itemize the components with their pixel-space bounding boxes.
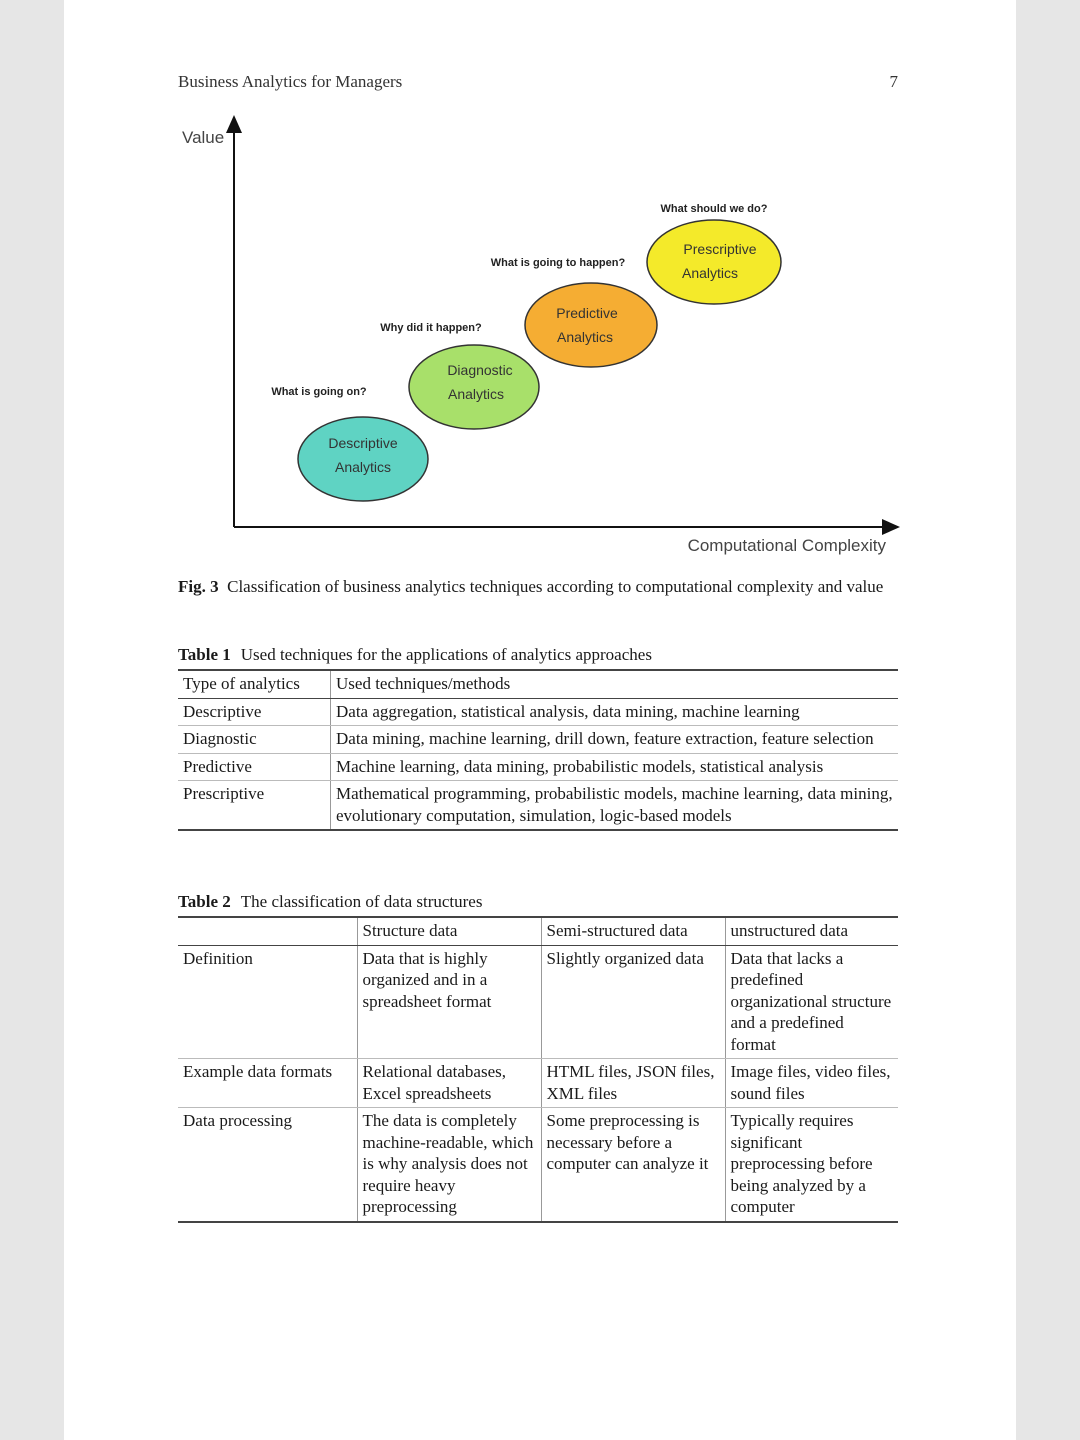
table1-cell: Mathematical programming, probabilistic models, machine learning, data mining, evolutionary computation, simulation, logic-based models [331,781,899,831]
table1-label: Table 1 [178,645,231,664]
table2-cell: Definition [178,945,357,1059]
table1-cell: Diagnostic [178,726,331,754]
table1 [178,669,898,831]
table-row [178,726,898,754]
table1-cell: Prescriptive [178,781,331,831]
table2-cell: Slightly organized data [541,945,725,1059]
table1-header-cell: Type of analytics [178,670,331,698]
table2-label: Table 2 [178,892,231,911]
x-axis-label: Computational Complexity [687,536,886,555]
question-prescriptive: What should we do? [660,203,768,215]
table2-header-cell [178,917,357,945]
running-header [178,72,898,92]
table1-cell: Machine learning, data mining, probabilistic models, statistical analysis [331,753,899,781]
table2-header-cell: unstructured data [725,917,898,945]
table-row [178,1059,898,1108]
table1-header-row [178,670,898,698]
stage-label-predictive-1: Predictive [556,305,618,321]
figure-caption-text: Classification of business analytics techniques according to computational complexity and value [227,577,884,596]
ellipse-predictive [525,283,657,367]
table2-title: The classification of data structures [240,892,483,911]
table2-cell: Image files, video files, sound files [725,1059,898,1108]
table2-cell: HTML files, JSON files, XML files [541,1059,725,1108]
table1-cell: Predictive [178,753,331,781]
table2 [178,916,898,1223]
table2-header-cell: Semi-structured data [541,917,725,945]
question-diagnostic: Why did it happen? [380,322,482,334]
y-axis-label: Value [182,128,225,147]
figure-caption-label: Fig. 3 [178,577,219,596]
stage-label-diagnostic-1: Diagnostic [447,362,513,378]
question-predictive: What is going to happen? [490,257,626,269]
stage-label-diagnostic-2: Analytics [447,386,505,402]
table1-caption [178,645,652,665]
table1-title: Used techniques for the applications of analytics approaches [240,645,652,664]
table2-cell: Example data formats [178,1059,357,1108]
table-row [178,753,898,781]
table2-caption [178,892,482,912]
figure-caption [178,576,898,597]
table-row [178,945,898,1059]
stage-label-descriptive-1: Descriptive [328,435,398,451]
table-row [178,698,898,726]
stage-label-prescriptive-2: Analytics [681,265,739,281]
table2-cell: Data processing [178,1108,357,1222]
table2-header-row [178,917,898,945]
table2-header-cell: Structure data [357,917,541,945]
stage-label-predictive-2: Analytics [556,329,614,345]
table2-cell: Some preprocessing is necessary before a computer can analyze it [541,1108,725,1222]
running-title: Business Analytics for Managers [178,72,403,91]
table2-cell: Data that is highly organized and in a spreadsheet format [357,945,541,1059]
ellipse-prescriptive [647,220,781,304]
table1-cell: Data mining, machine learning, drill down, feature extraction, feature selection [331,726,899,754]
table2-cell: Relational databases, Excel spreadsheets [357,1059,541,1108]
figure-analytics-classification [174,115,904,565]
document-page [64,0,1016,1440]
table2-cell: Data that lacks a predefined organizational structure and a predefined format [725,945,898,1059]
table2-cell: The data is completely machine-readable, which is why analysis does not require heavy preprocessing [357,1108,541,1222]
page-number: 7 [889,72,898,91]
stage-label-descriptive-2: Analytics [334,459,392,475]
table1-header-cell: Used techniques/methods [331,670,899,698]
question-descriptive: What is going on? [271,386,367,398]
table1-cell: Descriptive [178,698,331,726]
stage-label-prescriptive-1: Prescriptive [683,241,757,257]
table-row [178,781,898,831]
table2-cell: Typically requires significant preprocessing before being analyzed by a computer [725,1108,898,1222]
analytics-diagram [174,115,904,565]
table-row [178,1108,898,1222]
table1-cell: Data aggregation, statistical analysis, data mining, machine learning [331,698,899,726]
